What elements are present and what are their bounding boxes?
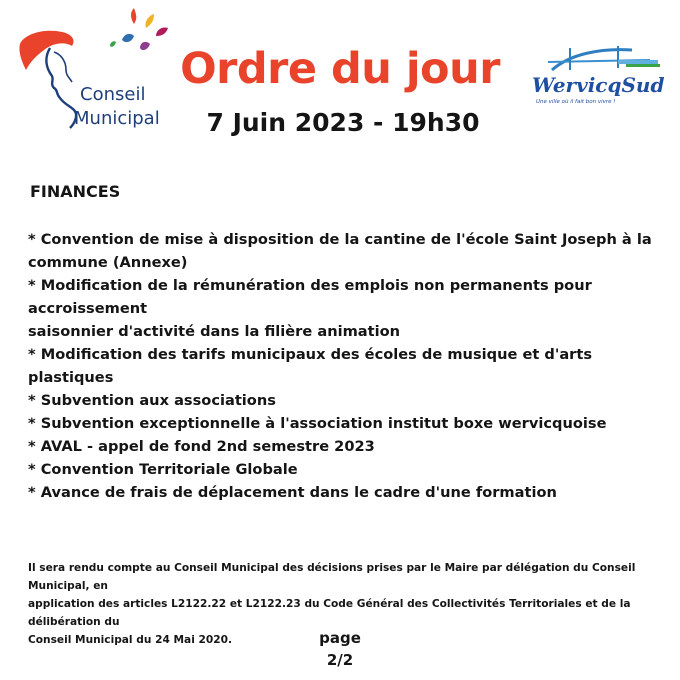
meeting-date: 7 Juin 2023 - 19h30 (206, 108, 480, 137)
agenda-item: saisonnier d'activité dans la filière animation (28, 323, 401, 340)
note-line: Conseil Municipal du 24 Mai 2020. (28, 634, 233, 646)
page-label: page (319, 629, 361, 647)
logo-tagline-text: Une ville où il fait bon vivre ! (536, 99, 616, 105)
logo-conseil-text: Conseil (80, 84, 146, 105)
note-line: Il sera rendu compte au Conseil Municipal des décisions prises par le Maire par délégation du Conseil Municipal, en (28, 562, 636, 592)
agenda-item: * Modification de la rémunération des emplois non permanents pour accroissement (28, 277, 592, 317)
conseil-municipal-logo (14, 6, 174, 136)
agenda-item: * Avance de frais de déplacement dans le cadre d'une formation (28, 484, 557, 501)
agenda-list (28, 228, 658, 504)
agenda-item: commune (Annexe) (28, 254, 188, 271)
page-number: 2/2 (326, 651, 354, 669)
agenda-item: * Convention de mise à disposition de la cantine de l'école Saint Joseph à la (28, 231, 652, 248)
agenda-item: * Subvention exceptionnelle à l'association institut boxe wervicquoise (28, 415, 607, 432)
page-indicator (290, 627, 390, 671)
note-line: application des articles L2122.22 et L2122.23 du Code Général des Collectivités Territoriales et de la délibération du (28, 598, 631, 628)
section-title-finances: FINANCES (30, 182, 121, 201)
agenda-item: * Subvention aux associations (28, 392, 276, 409)
wervicq-sud-logo (530, 40, 672, 112)
agenda-item: * Modification des tarifs municipaux des écoles de musique et d'arts plastiques (28, 346, 593, 386)
agenda-item: * Convention Territoriale Globale (28, 461, 298, 478)
logo-wervicq-text: WervicqSud (532, 73, 665, 97)
logo-municipal-text: Municipal (74, 108, 160, 129)
agenda-item: * AVAL - appel de fond 2nd semestre 2023 (28, 438, 375, 455)
page-title: Ordre du jour (180, 44, 500, 94)
